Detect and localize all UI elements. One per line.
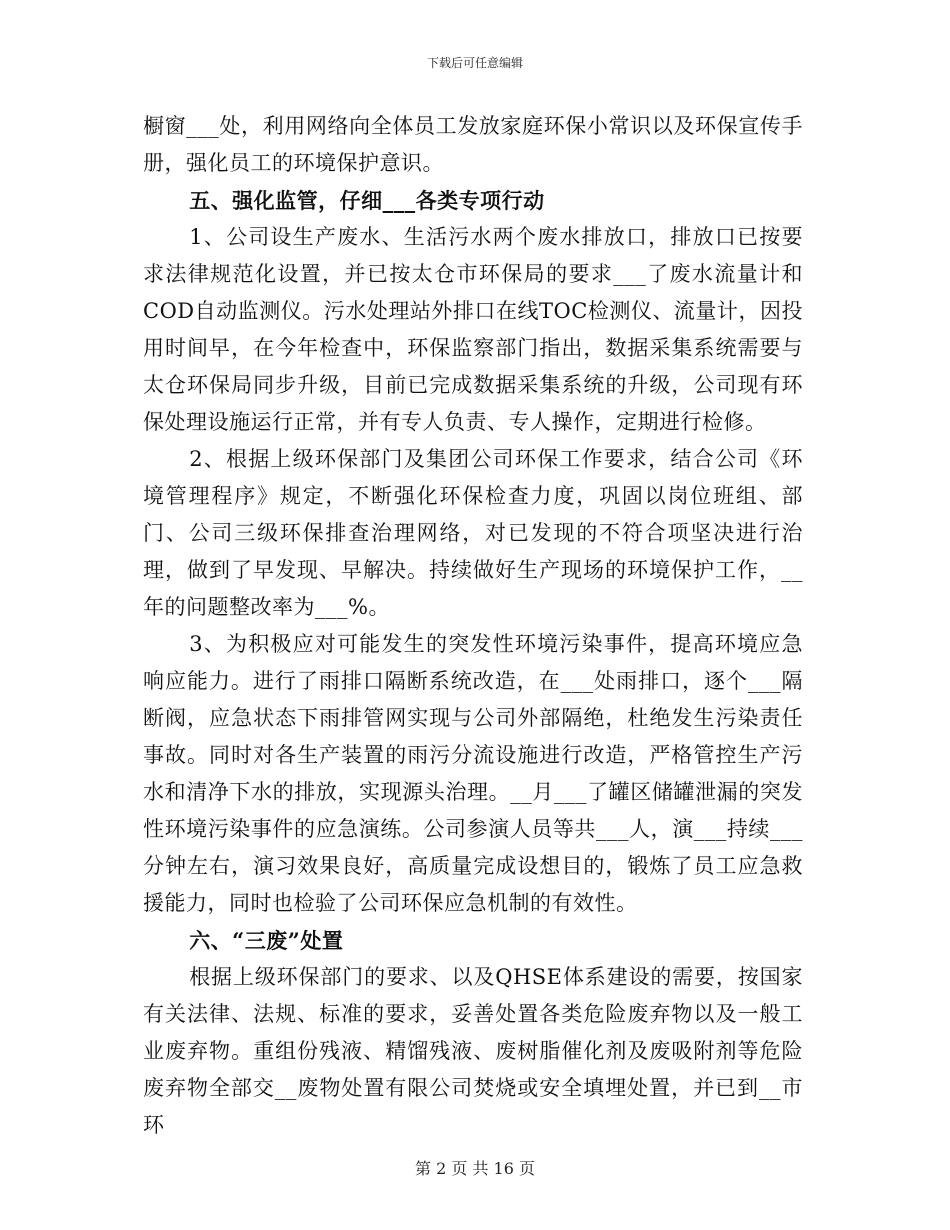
paragraph-continuation: 橱窗___处，利用网络向全体员工发放家庭环保小常识以及环保宣传手册，强化员工的环境保护意识。 — [143, 114, 803, 175]
section-heading-5: 五、强化监管，仔细___各类专项行动 — [189, 188, 545, 213]
page-header: 下载后可任意编辑 — [426, 56, 523, 70]
page-number: 第 2 页 共 16 页 — [415, 1159, 535, 1178]
section-heading-6: 六、“三废”处置 — [189, 928, 344, 953]
paragraph-item-2: 2、根据上级环保部门及集团公司环保工作要求，结合公司《环境管理程序》规定，不断强化环保检查力度，巩固以岗位班组、部门、公司三级环保排查治理网络，对已发现的不符合项坚决进行治理，做到了早发现、早解决。持续做好生产现场的环境保护工作，__年的问题整改率为___%。 — [143, 447, 803, 619]
paragraph-item-3: 3、为积极应对可能发生的突发性环境污染事件，提高环境应急响应能力。进行了雨排口隔断系统改造，在___处雨排口，逐个___隔断阀，应急状态下雨排管网实现与公司外部隔绝，杜绝发生污染责任事故。同时对各生产装置的雨污分流设施进行改造，严格管控生产污水和清净下水的排放，实现源头治理。__月___了罐区储罐泄漏的突发性环境污染事件的应急演练。公司参演人员等共___人，演___持续___分钟左右，演习效果良好，高质量完成设想目的，锻炼了员工应急救援能力，同时也检验了公司环保应急机制的有效性。 — [143, 632, 803, 915]
paragraph-waste-disposal: 根据上级环保部门的要求、以及QHSE体系建设的需要，按国家有关法律、法规、标准的要求，妥善处置各类危险废弃物以及一般工业废弃物。重组份残液、精馏残液、废树脂催化剂及废吸附剂等危险废弃物全部交__废物处置有限公司焚烧或安全填埋处置，并已到__市环 — [143, 965, 803, 1137]
paragraph-item-1: 1、公司设生产废水、生活污水两个废水排放口，排放口已按要求法律规范化设置，并已按太仓市环保局的要求___了废水流量计和COD自动监测仪。污水处理站外排口在线TOC检测仪、流量计，因投用时间早，在今年检查中，环保监察部门指出，数据采集系统需要与太仓环保局同步升级，目前已完成数据采集系统的升级，公司现有环保处理设施运行正常，并有专人负责、专人操作，定期进行检修。 — [143, 225, 803, 434]
document-body — [143, 108, 803, 1144]
